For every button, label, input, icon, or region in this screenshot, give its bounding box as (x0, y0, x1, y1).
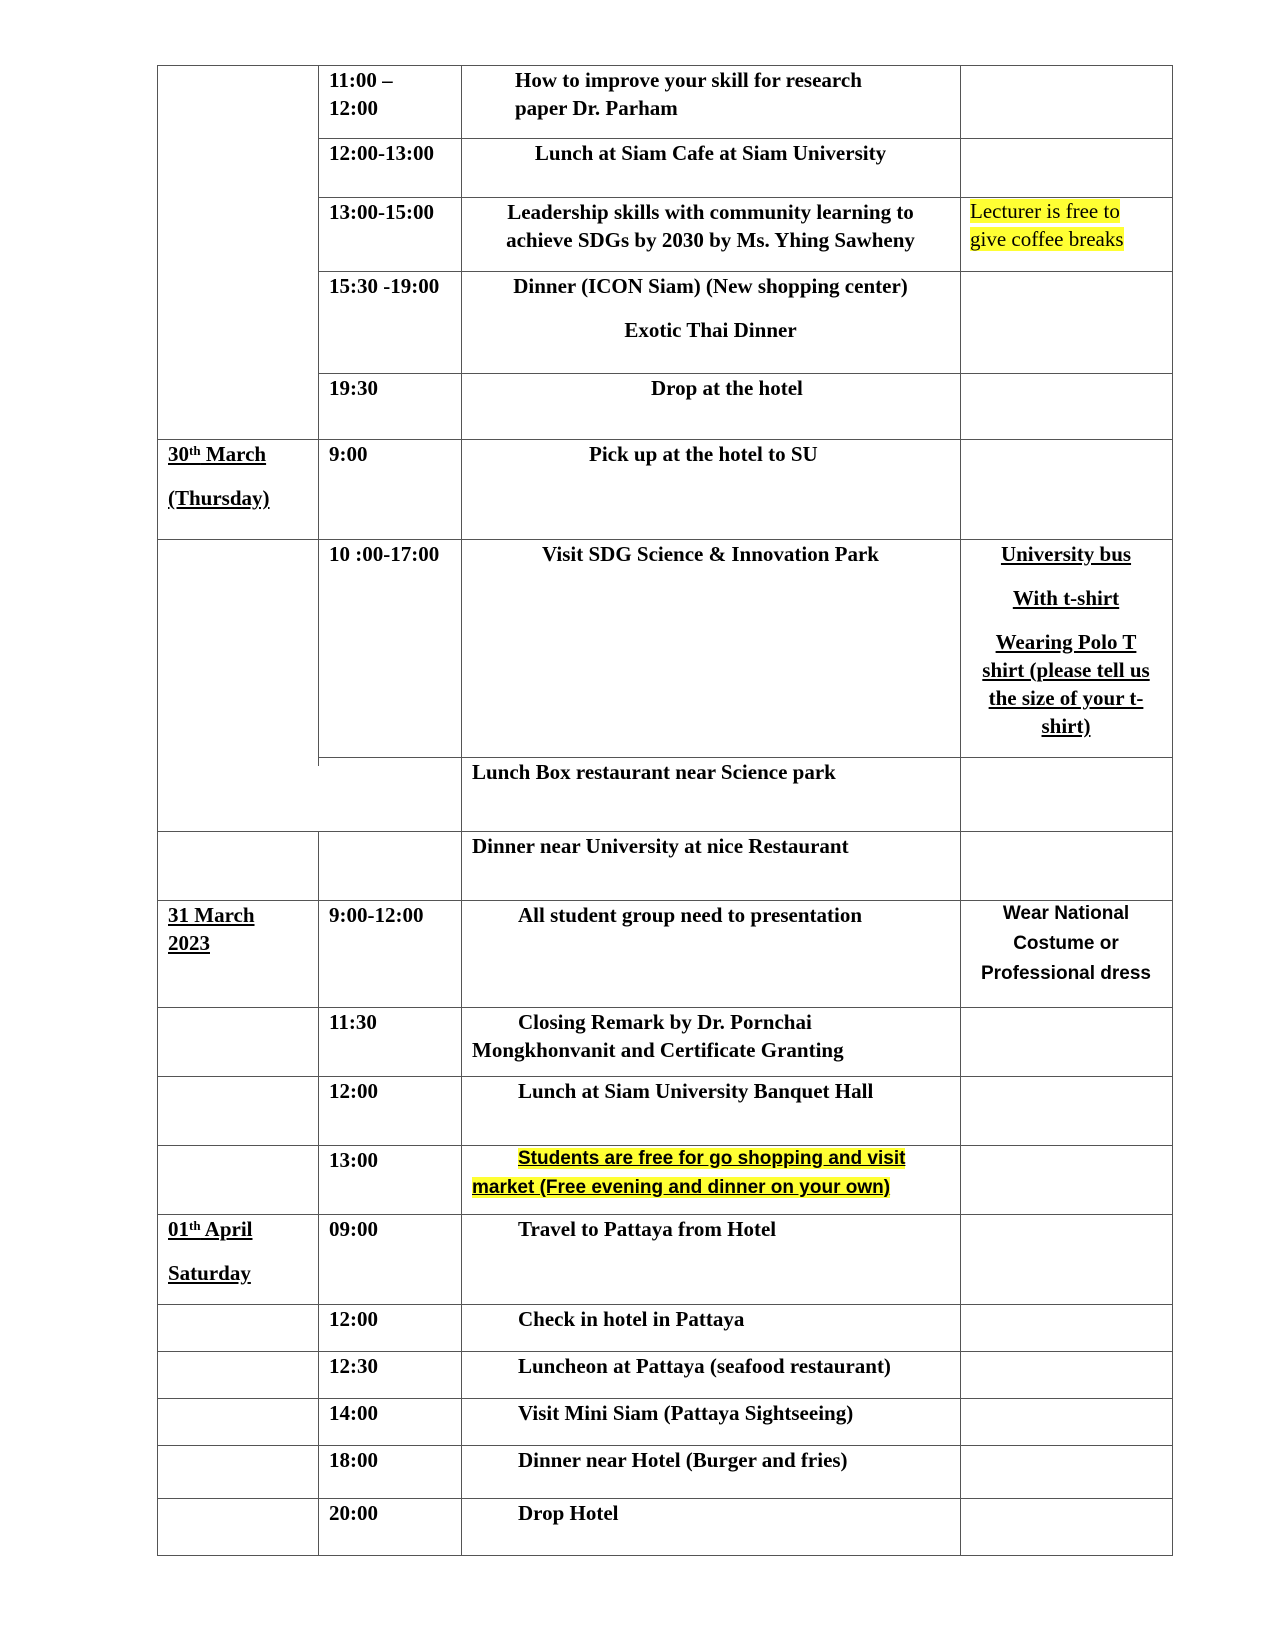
highlight-text: Lecturer is free to (970, 199, 1120, 223)
time-cell: 11:00 – (329, 68, 393, 92)
time-cell: 09:00 (329, 1217, 378, 1241)
date-cell: 01th April (168, 1217, 253, 1241)
activity-cell: Leadership skills with community learning to (507, 200, 914, 224)
note-cell: Wearing Polo T (995, 630, 1137, 654)
time-cell: 13:00 (329, 1148, 378, 1172)
activity-cell: Closing Remark by Dr. Pornchai (518, 1010, 812, 1034)
time-cell: 19:30 (329, 376, 378, 400)
time-cell: 13:00-15:00 (329, 200, 434, 224)
table-border-right (1172, 65, 1173, 1556)
activity-cell: Drop Hotel (518, 1501, 619, 1525)
activity-cell: Dinner near University at nice Restaurant (472, 834, 849, 858)
activity-cell: Exotic Thai Dinner (624, 318, 797, 342)
activity-highlighted (472, 1173, 890, 1203)
note-cell: shirt (please tell us (982, 658, 1150, 682)
time-cell: 11:30 (329, 1010, 377, 1034)
activity-cell: Dinner near Hotel (Burger and fries) (518, 1448, 848, 1472)
activity-cell: achieve SDGs by 2030 by Ms. Yhing Sawheny (506, 228, 915, 252)
date-cell: (Thursday) (168, 486, 270, 510)
activity-cell: Check in hotel in Pattaya (518, 1307, 745, 1331)
activity-cell: Luncheon at Pattaya (seafood restaurant) (518, 1354, 891, 1378)
column-divider-time (318, 831, 319, 1556)
date-cell: 2023 (168, 931, 210, 955)
table-border-left (157, 65, 158, 1556)
note-cell: the size of your t- (988, 686, 1144, 710)
note-cell: shirt) (1041, 714, 1091, 738)
note-highlighted (970, 225, 1124, 253)
date-cell: 30th March (168, 442, 267, 466)
activity-cell: Visit Mini Siam (Pattaya Sightseeing) (518, 1401, 854, 1425)
time-cell: 12:30 (329, 1354, 378, 1378)
time-cell: 9:00-12:00 (329, 903, 424, 927)
activity-cell: paper Dr. Parham (515, 96, 678, 120)
activity-cell: Lunch at Siam University Banquet Hall (518, 1079, 874, 1103)
note-cell: Wear National (1002, 903, 1130, 924)
time-cell: 14:00 (329, 1401, 378, 1425)
column-divider-notes (960, 65, 961, 1556)
date-cell: Saturday (168, 1261, 251, 1285)
time-cell: 10 :00-17:00 (329, 542, 440, 566)
time-cell: 12:00 (329, 1307, 378, 1331)
activity-cell: Visit SDG Science & Innovation Park (542, 542, 879, 566)
activity-highlighted (518, 1144, 905, 1174)
highlight-text: market (Free evening and dinner on your own) (472, 1177, 891, 1198)
highlight-text: Students are free for go shopping and visit (518, 1148, 906, 1169)
activity-cell: Travel to Pattaya from Hotel (518, 1217, 777, 1241)
time-cell: 12:00-13:00 (329, 141, 434, 165)
note-cell: University bus (1000, 542, 1132, 566)
note-highlighted (970, 197, 1120, 225)
time-cell: 18:00 (329, 1448, 378, 1472)
table-border-bottom (157, 1555, 1173, 1556)
date-cell: 31 March (168, 903, 255, 927)
time-cell: 9:00 (329, 442, 368, 466)
activity-cell: Dinner (ICON Siam) (New shopping center) (513, 274, 908, 298)
row-divider (157, 1498, 1173, 1499)
activity-cell: How to improve your skill for research (515, 68, 862, 92)
time-cell: 12:00 (329, 96, 378, 120)
activity-cell: Lunch at Siam Cafe at Siam University (534, 141, 887, 165)
activity-cell: All student group need to presentation (518, 903, 863, 927)
activity-cell: Pick up at the hotel to SU (589, 442, 818, 466)
activity-cell: Drop at the hotel (651, 376, 803, 400)
activity-cell: Lunch Box restaurant near Science park (472, 760, 836, 784)
note-cell: Professional dress (980, 963, 1152, 984)
column-divider-time (318, 65, 319, 766)
note-cell: With t-shirt (1012, 586, 1120, 610)
time-cell: 12:00 (329, 1079, 378, 1103)
highlight-text: give coffee breaks (970, 227, 1124, 251)
time-cell: 15:30 -19:00 (329, 274, 440, 298)
activity-cell: Mongkhonvanit and Certificate Granting (472, 1038, 844, 1062)
time-cell: 20:00 (329, 1501, 378, 1525)
note-cell: Costume or (1013, 933, 1119, 954)
